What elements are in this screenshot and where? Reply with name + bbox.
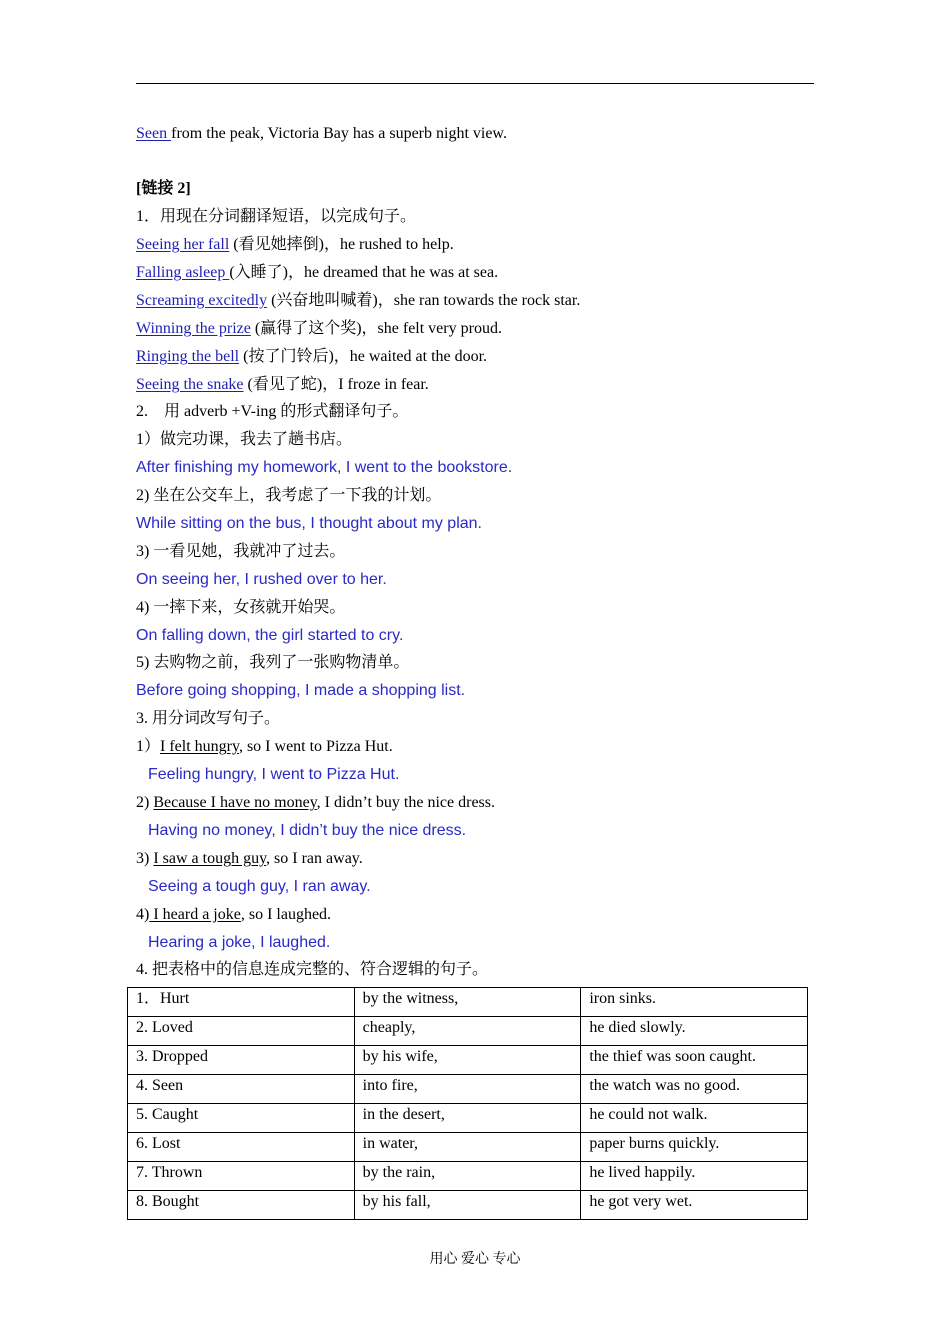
q2-prompt: 4) 一摔下来，女孩就开始哭。: [136, 599, 346, 616]
q3-num: 1）: [136, 738, 161, 755]
q3-answer: Hearing a joke, I laughed.: [148, 934, 331, 951]
table-cell: 3. Dropped: [128, 1046, 355, 1075]
table-cell: he died slowly.: [581, 1017, 808, 1046]
q1-title: 1．用现在分词翻译短语，以完成句子。: [136, 208, 417, 225]
q3-underlined: I heard a joke: [149, 906, 241, 923]
q3-rest: , so I laughed.: [240, 906, 332, 923]
q2-answer: Before going shopping, I made a shopping list.: [136, 682, 466, 699]
q2-prompt: 2) 坐在公交车上，我考虑了一下我的计划。: [136, 487, 442, 504]
table-cell: he got very wet.: [581, 1191, 808, 1220]
table-row: [128, 1075, 808, 1104]
q3-num: 3): [136, 850, 154, 867]
q3-title: 3. 用分词改写句子。: [136, 710, 281, 727]
q3-num: 2): [136, 794, 154, 811]
q1-rest: (看见她摔倒)，he rushed to help.: [229, 236, 454, 253]
table-cell: 8. Bought: [128, 1191, 355, 1220]
table-row: [128, 988, 808, 1017]
table-row: [128, 1017, 808, 1046]
q1-item: [136, 374, 429, 396]
q2-prompt: 1）做完功课，我去了趟书店。: [136, 431, 353, 448]
table-cell: 1．Hurt: [128, 988, 355, 1017]
table-cell: 6. Lost: [128, 1133, 355, 1162]
table-cell: 2. Loved: [128, 1017, 355, 1046]
q2-answer: On falling down, the girl started to cry.: [136, 627, 404, 644]
q3-underlined: I saw a tough guy: [153, 850, 267, 867]
q1-item: [136, 262, 498, 284]
intro-answer: Seen: [136, 125, 172, 142]
table-cell: 7. Thrown: [128, 1162, 355, 1191]
q3-item: [136, 904, 331, 926]
table-cell: cheaply,: [354, 1017, 581, 1046]
table-cell: 5. Caught: [128, 1104, 355, 1133]
table-cell: he could not walk.: [581, 1104, 808, 1133]
q1-rest: (看见了蛇)，I froze in fear.: [243, 376, 429, 393]
table-cell: by his fall,: [354, 1191, 581, 1220]
header-rule: [136, 83, 814, 84]
q3-item: [136, 848, 363, 870]
q1-rest: (按了门铃后)，he waited at the door.: [239, 348, 488, 365]
q3-underlined: I felt hungry: [160, 738, 239, 755]
page-footer: 用心 爱心 专心: [429, 1252, 521, 1267]
q1-item: [136, 346, 487, 368]
table-cell: 4. Seen: [128, 1075, 355, 1104]
q3-rest: , I didn’t buy the nice dress.: [316, 794, 496, 811]
q2-title: 2. 用 adverb +V-ing 的形式翻译句子。: [136, 403, 409, 420]
table-cell: he lived happily.: [581, 1162, 808, 1191]
table-row: [128, 1191, 808, 1220]
q3-num: 4): [136, 906, 150, 923]
table-cell: by his wife,: [354, 1046, 581, 1075]
table-cell: paper burns quickly.: [581, 1133, 808, 1162]
table-row: [128, 1133, 808, 1162]
q2-prompt: 5) 去购物之前，我列了一张购物清单。: [136, 654, 410, 671]
q3-item: [136, 736, 393, 758]
q2-answer: On seeing her, I rushed over to her.: [136, 571, 387, 588]
link2-title: [链接 2]: [136, 180, 191, 197]
table-cell: into fire,: [354, 1075, 581, 1104]
q1-item: [136, 318, 502, 340]
q1-answer: Ringing the bell: [136, 348, 240, 365]
q1-answer: Seeing her fall: [136, 236, 230, 253]
q3-rest: , so I ran away.: [266, 850, 363, 867]
table-row: [128, 1162, 808, 1191]
table-row: [128, 1046, 808, 1075]
table-cell: by the witness,: [354, 988, 581, 1017]
q2-answer: After finishing my homework, I went to the bookstore.: [136, 459, 513, 476]
q4-title: 4. 把表格中的信息连成完整的、符合逻辑的句子。: [136, 961, 489, 978]
q1-rest: (赢得了这个奖)，she felt very proud.: [250, 320, 502, 337]
table-cell: the watch was no good.: [581, 1075, 808, 1104]
table-cell: in water,: [354, 1133, 581, 1162]
matching-table: [127, 987, 808, 1220]
q1-answer: Falling asleep: [136, 264, 230, 281]
q3-answer: Feeling hungry, I went to Pizza Hut.: [148, 766, 400, 783]
q1-rest: (兴奋地叫喊着)，she ran towards the rock star.: [267, 292, 581, 309]
q1-answer: Screaming excitedly: [136, 292, 268, 309]
q2-prompt: 3) 一看见她，我就冲了过去。: [136, 543, 346, 560]
q3-item: [136, 792, 495, 814]
q1-item: [136, 290, 580, 312]
table-cell: the thief was soon caught.: [581, 1046, 808, 1075]
q1-rest: (入睡了)，he dreamed that he was at sea.: [229, 264, 499, 281]
q3-underlined: Because I have no money: [153, 794, 317, 811]
intro-line: [136, 123, 507, 145]
intro-rest: from the peak, Victoria Bay has a superb night view.: [171, 125, 507, 142]
table-row: [128, 1104, 808, 1133]
q3-answer: Seeing a tough guy, I ran away.: [148, 878, 371, 895]
table-cell: iron sinks.: [581, 988, 808, 1017]
table-cell: by the rain,: [354, 1162, 581, 1191]
q1-answer: Winning the prize: [136, 320, 251, 337]
table-cell: in the desert,: [354, 1104, 581, 1133]
q3-rest: , so I went to Pizza Hut.: [238, 738, 393, 755]
q1-answer: Seeing the snake: [136, 376, 244, 393]
q1-item: [136, 234, 454, 256]
q2-answer: While sitting on the bus, I thought about my plan.: [136, 515, 482, 532]
q3-answer: Having no money, I didn’t buy the nice dress.: [148, 822, 467, 839]
